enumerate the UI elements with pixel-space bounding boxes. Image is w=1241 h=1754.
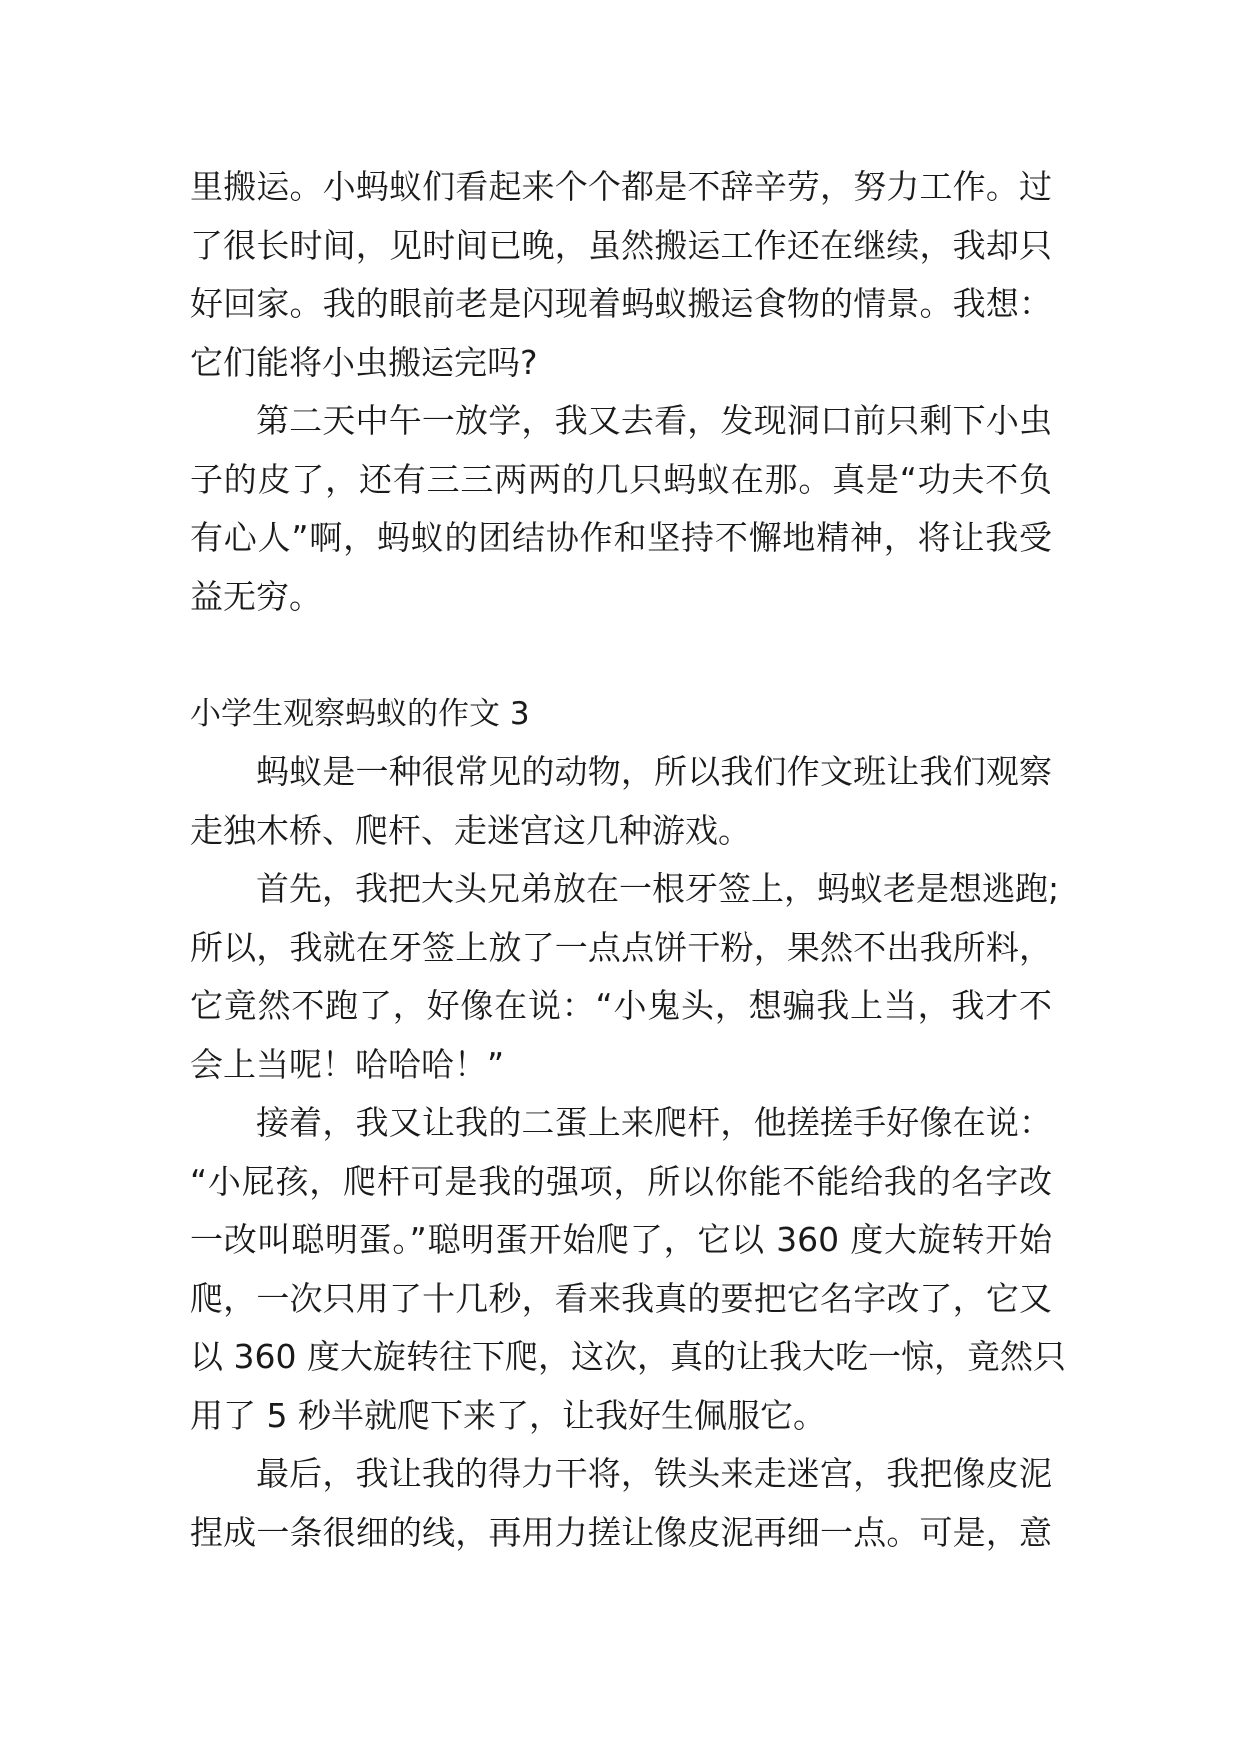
text-line: 会上当呢！哈哈哈！” [190, 1044, 505, 1084]
text-line: 所以，我就在牙签上放了一点点饼干粉，果然不出我所料， [190, 927, 1052, 967]
text-line: 第二天中午一放学，我又去看，发现洞口前只剩下小虫 [256, 401, 1052, 440]
text-line: 爬，一次只用了十几秒，看来我真的要把它名字改了，它又 [190, 1278, 1052, 1318]
text-line: 捏成一条很细的线，再用力搓让像皮泥再细一点。可是，意 [190, 1512, 1052, 1552]
text-line: 它竟然不跑了，好像在说：“小鬼头，想骗我上当，我才不 [190, 986, 1052, 1025]
text-line: “小屁孩，爬杆可是我的强项，所以你能不能给我的名字改 [190, 1161, 1052, 1201]
paragraph [190, 743, 1052, 860]
text-line: 它们能将小虫搬运完吗? [190, 342, 538, 382]
paragraph [190, 1094, 1066, 1445]
text-line: 接着，我又让我的二蛋上来爬杆，他搓搓手好像在说： [256, 1103, 1052, 1142]
text-line: 蚂蚁是一种很常见的动物，所以我们作文班让我们观察 [256, 752, 1052, 791]
text-line: 走独木桥、爬杆、走迷宫这几种游戏。 [190, 810, 751, 850]
section-heading: 小学生观察蚂蚁的作文 3 [190, 695, 530, 732]
text-line: 好回家。我的眼前老是闪现着蚂蚁搬运食物的情景。我想： [190, 284, 1052, 323]
text-line: 益无穷。 [190, 576, 322, 616]
text-line: 以 360 度大旋转往下爬，这次，真的让我大吃一惊，竟然只 [190, 1337, 1066, 1376]
text-line: 里搬运。小蚂蚁们看起来个个都是不辞辛劳，努力工作。过 [190, 167, 1052, 206]
text-line: 首先，我把大头兄弟放在一根牙签上，蚂蚁老是想逃跑; [256, 869, 1060, 908]
text-line: 有心人”啊，蚂蚁的团结协作和坚持不懈地精神，将让我受 [190, 518, 1052, 557]
text-line: 一改叫聪明蛋。”聪明蛋开始爬了，它以 360 度大旋转开始 [190, 1220, 1052, 1259]
text-line: 用了 5 秒半就爬下来了，让我好生佩服它。 [190, 1395, 826, 1435]
paragraph [190, 1445, 1052, 1562]
paragraph [190, 392, 1052, 626]
text-line: 最后，我让我的得力干将，铁头来走迷宫，我把像皮泥 [256, 1454, 1052, 1493]
text-line: 子的皮了，还有三三两两的几只蚂蚁在那。真是“功夫不负 [190, 459, 1052, 499]
paragraph [190, 158, 1052, 392]
text-line: 了很长时间，见时间已晚，虽然搬运工作还在继续，我却只 [190, 225, 1052, 265]
document-body [190, 158, 1066, 1562]
paragraph [190, 860, 1060, 1094]
blank-line [190, 626, 1052, 685]
